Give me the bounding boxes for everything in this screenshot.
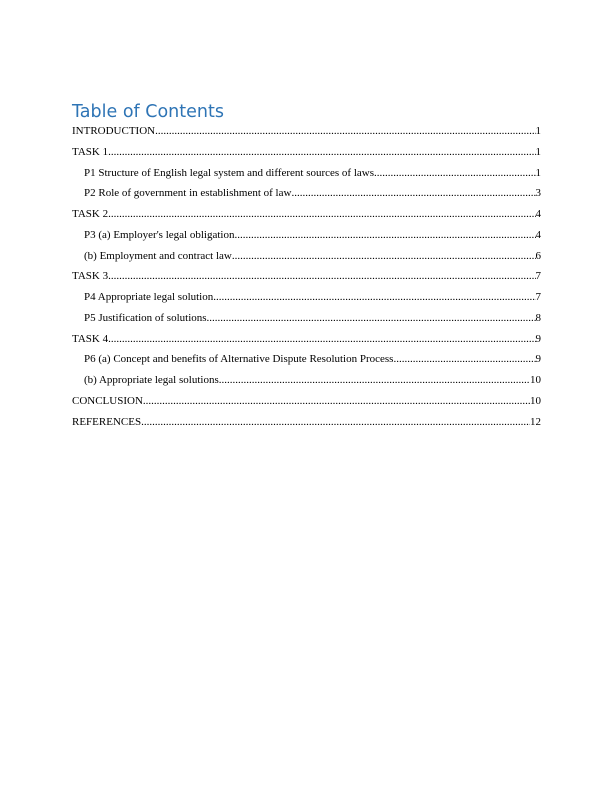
toc-page-number: 12 bbox=[530, 415, 541, 428]
toc-list bbox=[72, 124, 541, 435]
toc-page-number: 1 bbox=[535, 145, 541, 158]
toc-entry-text: REFERENCES bbox=[72, 415, 142, 428]
toc-page-number: 8 bbox=[535, 311, 541, 324]
toc-entry-introduction[interactable] bbox=[72, 124, 541, 145]
toc-entry-text: P1 Structure of English legal system and different sources of laws bbox=[84, 166, 375, 179]
toc-page-number: 9 bbox=[535, 332, 541, 345]
toc-dot-leader bbox=[207, 311, 536, 325]
toc-entry-text: P4 Appropriate legal solution bbox=[84, 291, 214, 303]
toc-entry-text: INTRODUCTION bbox=[72, 125, 156, 137]
toc-entry-p1[interactable] bbox=[72, 166, 541, 187]
toc-page-number: 4 bbox=[535, 228, 541, 241]
toc-entry-text: P3 (a) Employer's legal obligation bbox=[84, 228, 235, 241]
toc-entry-task-3[interactable] bbox=[72, 269, 541, 290]
toc-entry-p3b[interactable] bbox=[72, 249, 541, 270]
toc-dot-leader bbox=[213, 290, 535, 304]
toc-dot-leader bbox=[108, 145, 535, 159]
toc-entry-text: P2 Role of government in establishment of law bbox=[84, 187, 292, 200]
toc-entry-text: TASK 2 bbox=[72, 208, 109, 220]
toc-page-number: 10 bbox=[530, 374, 541, 386]
toc-dot-leader bbox=[143, 394, 530, 408]
toc-dot-leader bbox=[234, 228, 535, 242]
toc-entry-p6a[interactable] bbox=[72, 352, 541, 373]
toc-dot-leader bbox=[291, 186, 535, 200]
toc-dot-leader bbox=[108, 207, 535, 221]
toc-entry-task-2[interactable] bbox=[72, 207, 541, 228]
toc-entry-p5[interactable] bbox=[72, 311, 541, 332]
toc-page-number: 1 bbox=[535, 166, 541, 179]
toc-page-number: 6 bbox=[535, 249, 541, 262]
toc-heading: Table of Contents bbox=[72, 102, 224, 122]
toc-dot-leader bbox=[155, 124, 535, 138]
toc-entry-text: TASK 4 bbox=[72, 332, 109, 345]
toc-entry-task-4[interactable] bbox=[72, 332, 541, 353]
toc-page-number: 7 bbox=[535, 291, 541, 303]
toc-dot-leader bbox=[108, 269, 535, 283]
toc-entry-text: (b) Employment and contract law bbox=[84, 249, 232, 262]
toc-entry-p6b[interactable] bbox=[72, 373, 541, 394]
toc-page-number: 7 bbox=[535, 270, 541, 283]
toc-entry-text: TASK 3 bbox=[72, 270, 109, 283]
toc-entry-references[interactable] bbox=[72, 415, 541, 436]
toc-page-number: 9 bbox=[535, 353, 541, 366]
toc-page-number: 1 bbox=[535, 125, 541, 137]
toc-dot-leader bbox=[108, 332, 535, 346]
toc-page-number: 3 bbox=[535, 187, 541, 200]
toc-page-number: 10 bbox=[530, 394, 541, 407]
toc-dot-leader bbox=[374, 166, 535, 180]
toc-dot-leader bbox=[141, 415, 530, 429]
toc-dot-leader bbox=[393, 352, 535, 366]
toc-dot-leader bbox=[219, 373, 530, 387]
toc-entry-text: P5 Justification of solutions bbox=[84, 311, 207, 324]
toc-dot-leader bbox=[232, 249, 536, 263]
toc-entry-task-1[interactable] bbox=[72, 145, 541, 166]
toc-entry-p2[interactable] bbox=[72, 186, 541, 207]
toc-entry-conclusion[interactable] bbox=[72, 394, 541, 415]
toc-entry-p3a[interactable] bbox=[72, 228, 541, 249]
toc-entry-text: P6 (a) Concept and benefits of Alternative Dispute Resolution Process bbox=[84, 353, 394, 366]
toc-page-number: 4 bbox=[535, 208, 541, 220]
toc-entry-text: CONCLUSION bbox=[72, 394, 143, 407]
toc-entry-text: TASK 1 bbox=[72, 145, 109, 158]
toc-entry-p4[interactable] bbox=[72, 290, 541, 311]
toc-entry-text: (b) Appropriate legal solutions bbox=[84, 374, 219, 386]
